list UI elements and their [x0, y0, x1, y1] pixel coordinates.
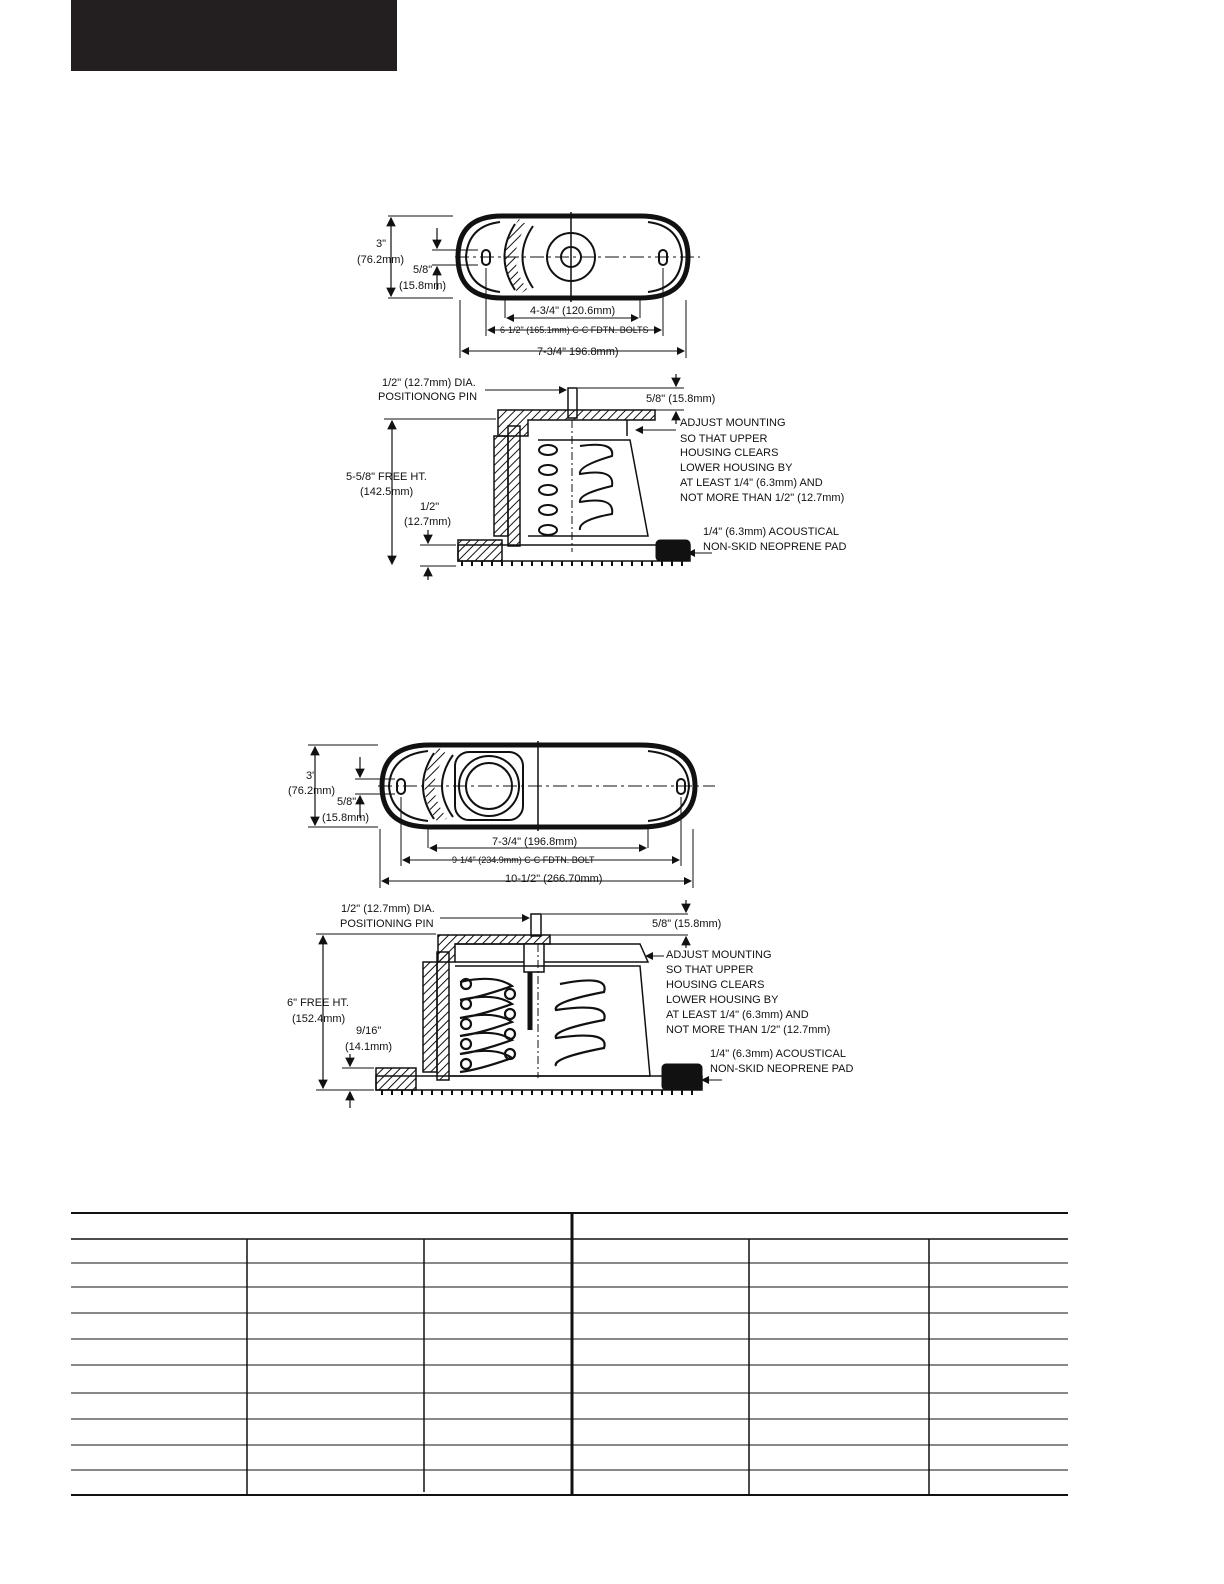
d2-pin-height: 5/8" (15.8mm)	[652, 918, 722, 930]
d1-dim-inner: 4-3/4" (120.6mm)	[530, 305, 616, 317]
d2-dim-inner: 7-3/4" (196.8mm)	[492, 836, 578, 848]
d2-adjust-1: ADJUST MOUNTING	[666, 949, 772, 961]
d2-gap-in: 9/16"	[356, 1025, 382, 1037]
d1-dim-bolts: 6-1/2" (165.1mm) C-C FDTN. BOLTS	[500, 325, 649, 335]
d2-dim-overall: 10-1/2" (266.70mm)	[505, 873, 603, 885]
d2-free-ht-mm: (152.4mm)	[292, 1013, 346, 1025]
d2-pin-line1: 1/2" (12.7mm) DIA.	[341, 903, 435, 915]
d2-adjust-3: HOUSING CLEARS	[666, 979, 765, 991]
d1-adjust-3: HOUSING CLEARS	[680, 447, 779, 459]
d1-height-in: 3"	[376, 238, 387, 250]
d2-pad-line1: 1/4" (6.3mm) ACOUSTICAL	[710, 1048, 846, 1060]
d1-adjust-1: ADJUST MOUNTING	[680, 417, 786, 429]
d1-adjust-4: LOWER HOUSING BY	[680, 462, 793, 474]
d2-height-in: 3"	[306, 770, 317, 782]
d1-height-mm: (76.2mm)	[357, 254, 405, 266]
d1-dim-overall: 7-3/4" 196.8mm)	[537, 346, 619, 358]
d1-pin-line2: POSITIONONG PIN	[378, 391, 478, 403]
d2-adjust-4: LOWER HOUSING BY	[666, 994, 779, 1006]
d1-slot-mm: (15.8mm)	[399, 280, 447, 292]
d2-slot-mm: (15.8mm)	[322, 812, 370, 824]
d1-free-ht: 5-5/8" FREE HT.	[346, 471, 427, 483]
drawing1-side-labels	[346, 377, 846, 553]
d2-slot-in: 5/8"	[337, 796, 357, 808]
drawing2-side-labels	[287, 903, 853, 1075]
d1-free-ht-mm: (142.5mm)	[360, 486, 414, 498]
d2-pad-line2: NON-SKID NEOPRENE PAD	[710, 1063, 854, 1075]
d2-dim-bolts: 9-1/4" (234.9mm) C-C FDTN. BOLT	[452, 855, 595, 865]
d1-adjust-2: SO THAT UPPER	[680, 433, 768, 445]
d1-slot-in: 5/8"	[413, 264, 433, 276]
d1-pin-line1: 1/2" (12.7mm) DIA.	[382, 377, 476, 389]
d1-gap-mm: (12.7mm)	[404, 516, 452, 528]
d1-pin-height: 5/8" (15.8mm)	[646, 393, 716, 405]
d2-free-ht: 6" FREE HT.	[287, 997, 349, 1009]
d2-adjust-5: AT LEAST 1/4" (6.3mm) AND	[666, 1009, 809, 1021]
d2-adjust-6: NOT MORE THAN 1/2" (12.7mm)	[666, 1024, 831, 1036]
d1-pad-line2: NON-SKID NEOPRENE PAD	[703, 541, 847, 553]
d2-height-mm: (76.2mm)	[288, 785, 336, 797]
d1-adjust-6: NOT MORE THAN 1/2" (12.7mm)	[680, 492, 845, 504]
d2-gap-mm: (14.1mm)	[345, 1041, 393, 1053]
d1-gap-in: 1/2"	[420, 501, 440, 513]
d2-pin-line2: POSITIONING PIN	[340, 918, 434, 930]
d1-adjust-5: AT LEAST 1/4" (6.3mm) AND	[680, 477, 823, 489]
drawing2-side-view	[316, 900, 722, 1108]
empty-data-table	[71, 1212, 1068, 1496]
d1-pad-line1: 1/4" (6.3mm) ACOUSTICAL	[703, 526, 839, 538]
d2-adjust-2: SO THAT UPPER	[666, 964, 754, 976]
